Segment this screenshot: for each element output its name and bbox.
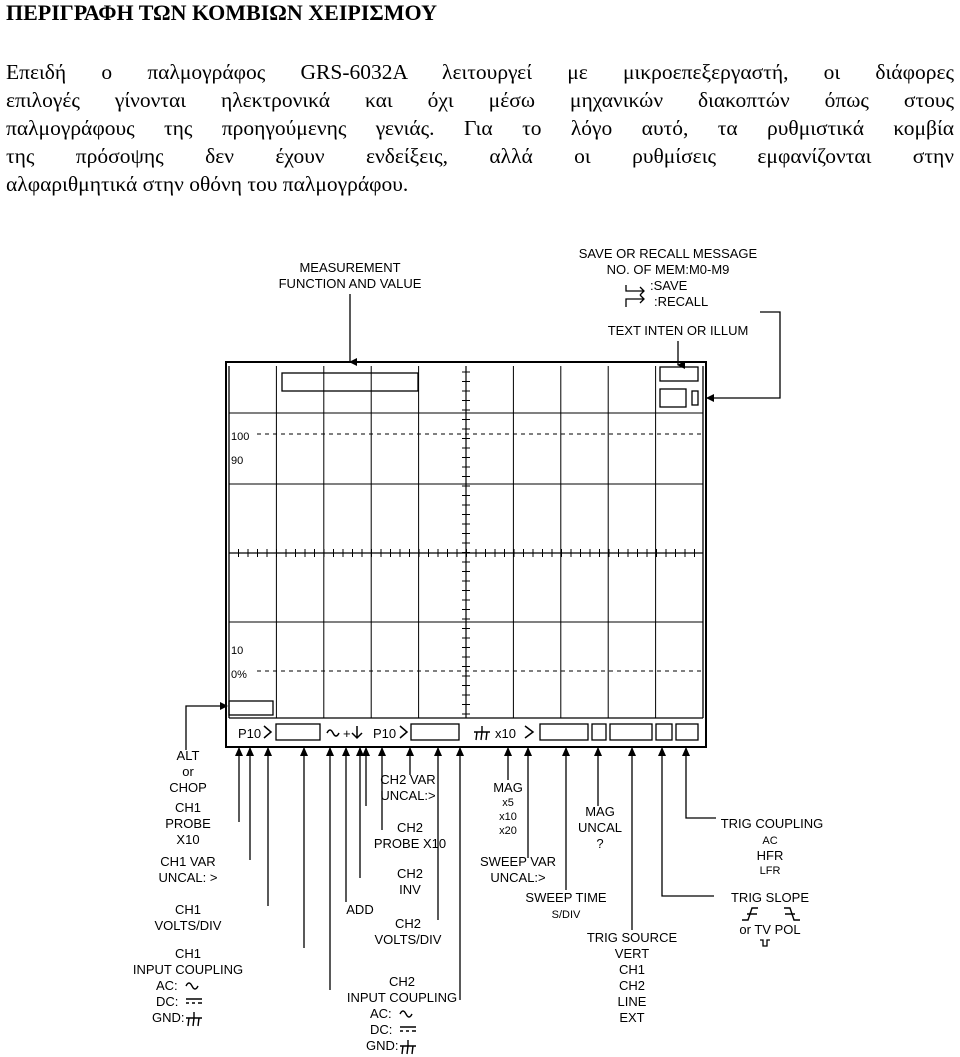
ch1-probe-label: CH1	[174, 800, 202, 815]
ch2-var-label: CH2 VAR	[380, 772, 436, 787]
dc-symbol-icon	[400, 1027, 416, 1031]
ch2-ac-label: AC:	[370, 1006, 392, 1021]
ch2-coupling-label: CH2	[388, 974, 416, 989]
leader-arrowhead	[682, 747, 690, 756]
measurement-label: FUNCTION AND VALUE	[278, 276, 422, 291]
alt-chop-label: CHOP	[169, 780, 207, 795]
ch2-inv-label: CH2	[396, 866, 424, 881]
ch1-coupling-label: INPUT COUPLING	[132, 962, 244, 977]
mag-indicator: x10	[495, 726, 516, 741]
ch2-gnd-label: GND:	[366, 1038, 399, 1053]
leader-arrowhead	[524, 747, 532, 756]
trig-source-option: CH2	[618, 978, 646, 993]
leader-arrowhead	[246, 747, 254, 756]
alt-chop-label: or	[182, 764, 194, 779]
mag-uncal-label: ?	[596, 836, 604, 851]
alt-chop-label: ALT	[176, 748, 200, 763]
ch2-probe-indicator: P10	[373, 726, 397, 741]
leader-arrowhead	[378, 747, 386, 756]
ch1-probe-label: PROBE	[165, 816, 211, 831]
trig-coupling-label: TRIG COUPLING	[720, 816, 824, 831]
leader-arrowhead	[594, 747, 602, 756]
ch2-volts-label: CH2	[394, 916, 422, 931]
trig-source-option: LINE	[617, 994, 647, 1009]
measurement-label: MEASUREMENT	[299, 260, 401, 275]
ch1-volts-label: CH1	[174, 902, 202, 917]
leader-arrowhead	[406, 747, 414, 756]
leader-arrowhead	[504, 747, 512, 756]
ch1-dc-label: DC:	[156, 994, 179, 1009]
dc-symbol-icon	[186, 999, 202, 1003]
trig-coupling-option: LFR	[759, 865, 781, 877]
save-recall-label: SAVE OR RECALL MESSAGE	[578, 246, 758, 261]
save-recall-label: :RECALL	[654, 294, 709, 309]
trig-coupling-option: AC	[762, 835, 778, 847]
mag-option: x5	[502, 797, 514, 809]
leader-arrowhead	[326, 747, 334, 756]
graticule	[229, 366, 703, 718]
trig-coupling-option: HFR	[756, 848, 784, 863]
paragraph-line: παλμογράφους της προηγούμενης γενιάς. Για το λόγο αυτό, τα ρυθμιστικά κομβία	[6, 116, 954, 140]
ch1-coupling-label: CH1	[174, 946, 202, 961]
mag-uncal-label: MAG	[585, 804, 615, 819]
mag-label: MAG	[493, 780, 523, 795]
sweep-var-label: SWEEP VAR	[479, 854, 557, 869]
sweep-var-label: UNCAL:>	[490, 870, 546, 885]
measurement-readout-box	[282, 373, 418, 391]
ch1-probe-indicator: P10	[238, 726, 262, 741]
text-inten-label: TEXT INTEN OR ILLUM	[607, 323, 749, 338]
recall-arrow-icon	[626, 295, 644, 307]
sweep-time-box	[540, 724, 588, 740]
save-recall-box	[660, 389, 686, 407]
trig-source-box	[610, 724, 652, 740]
ch2-probe-label: PROBE X10	[373, 836, 447, 851]
ch1-var-label: UNCAL: >	[158, 870, 218, 885]
paragraph-line: επιλογές γίνονται ηλεκτρονικά και όχι μέσω μηχανικών διακοπτών όπως στους	[6, 88, 954, 112]
leader-arrowhead	[562, 747, 570, 756]
ac-symbol-icon	[186, 983, 198, 989]
trig-source-option: EXT	[619, 1010, 645, 1025]
page-heading: ΠΕΡΙΓΡΑΦΗ ΤΩΝ ΚΟΜΒΙΩΝ ΧΕΙΡΙΣΜΟΥ	[6, 0, 437, 25]
falling-slope-icon	[784, 908, 800, 920]
ch2-var-label: UNCAL:>	[380, 788, 436, 803]
leader-arrowhead	[264, 747, 272, 756]
scale-10-label: 10	[231, 645, 244, 657]
ch2-inv-label: INV	[399, 882, 421, 897]
leader-arrowhead	[456, 747, 464, 756]
save-recall-label: :SAVE	[650, 278, 688, 293]
paragraph-line: αλφαριθμητικά στην οθόνη του παλμογράφου.	[6, 172, 409, 196]
ch2-volts-label: VOLTS/DIV	[374, 932, 442, 947]
mag-option: x10	[499, 811, 517, 823]
ch2-probe-label: CH2	[396, 820, 424, 835]
ch1-ac-coupling-icon	[327, 730, 339, 736]
gnd-symbol-icon	[186, 1012, 202, 1026]
memory-readout-box	[660, 367, 698, 381]
sweep-time-label: SWEEP TIME	[525, 890, 607, 905]
rising-slope-icon	[742, 908, 758, 920]
trig-source-option: CH1	[618, 962, 646, 977]
paragraph-line: Επειδή ο παλμογράφος GRS-6032A λειτουργεί με μικροεπεξεργαστή, οι διάφορες	[6, 60, 954, 84]
leader-arrowhead	[658, 747, 666, 756]
leader-arrowhead	[235, 747, 243, 756]
ch1-gnd-label: GND:	[152, 1010, 185, 1025]
leader-arrowhead	[434, 747, 442, 756]
ch2-inv-arrow-icon	[352, 726, 362, 738]
ch2-coupling-label: INPUT COUPLING	[346, 990, 458, 1005]
sweep-time-label: S/DIV	[551, 909, 581, 921]
ch1-var-label: CH1 VAR	[160, 854, 216, 869]
trig-slope-box	[656, 724, 672, 740]
leader-arrowhead	[300, 747, 308, 756]
save-recall-label: NO. OF MEM:M0-M9	[606, 262, 730, 277]
leader-arrowhead	[362, 747, 370, 756]
ch2-volts-box	[411, 724, 459, 740]
add-indicator: +	[343, 726, 351, 741]
ch1-volts-box	[276, 724, 320, 740]
mag-uncal-box	[592, 724, 606, 740]
illum-box	[692, 391, 698, 405]
save-recall-arrowhead	[706, 394, 714, 402]
ch2-dc-label: DC:	[370, 1022, 393, 1037]
paragraph-line: της πρόσοψης δεν έχουν ενδείξεις, αλλά οι ρυθμίσεις εμφανίζονται στην	[6, 144, 954, 168]
mag-uncal-label: UNCAL	[577, 820, 623, 835]
sweep-var-indicator	[525, 726, 533, 738]
scale-90-label: 90	[231, 455, 244, 467]
trig-source-option: VERT	[614, 946, 650, 961]
mag-option: x20	[499, 825, 517, 837]
leader-arrowhead	[628, 747, 636, 756]
save-arrow-icon	[626, 285, 644, 295]
gnd-symbol-icon	[400, 1040, 416, 1054]
trig-slope-label: or TV POL	[739, 922, 801, 937]
leader-arrowhead	[342, 747, 350, 756]
add-label: ADD	[346, 902, 374, 917]
scale-0-label: 0%	[231, 669, 247, 681]
trig-source-label: TRIG SOURCE	[586, 930, 678, 945]
ch1-probe-label: X10	[176, 832, 200, 847]
ch1-ac-label: AC:	[156, 978, 178, 993]
scale-100-label: 100	[231, 431, 250, 443]
ch1-var-indicator	[264, 726, 271, 738]
ch2-var-indicator	[400, 726, 407, 738]
ch2-gnd-coupling-icon	[474, 726, 490, 740]
ch1-volts-label: VOLTS/DIV	[154, 918, 222, 933]
trig-coupling-box	[676, 724, 698, 740]
trig-slope-label: TRIG SLOPE	[730, 890, 810, 905]
tv-pol-icon	[760, 940, 770, 946]
ac-symbol-icon	[400, 1011, 412, 1017]
alt-chop-box	[229, 701, 273, 715]
